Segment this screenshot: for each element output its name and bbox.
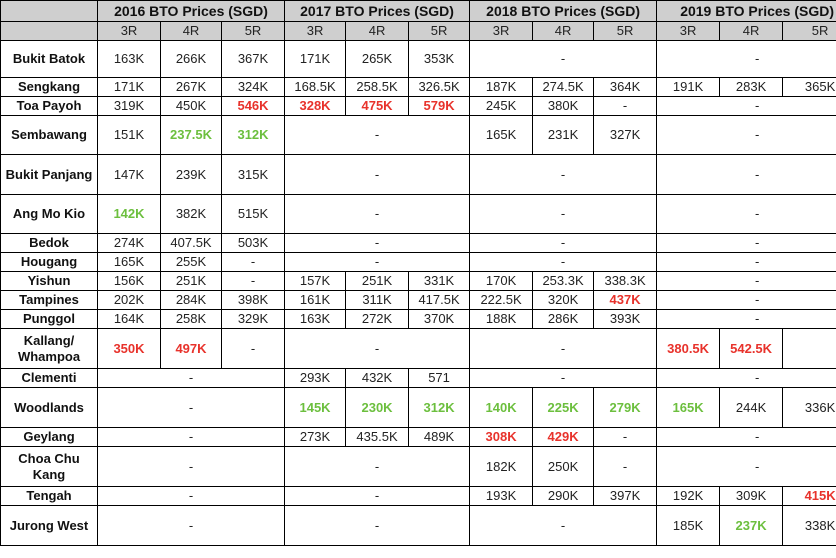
price-cell: 182K [470, 447, 533, 487]
price-cell: 284K [161, 291, 222, 310]
location-cell: Kallang/ Whampoa [1, 329, 98, 369]
price-cell: 312K [409, 388, 470, 428]
no-data-cell: - [285, 506, 470, 546]
price-cell: 188K [470, 310, 533, 329]
price-cell: 163K [98, 41, 161, 78]
price-cell: 475K [346, 97, 409, 116]
flat-type-header: 5R [594, 22, 657, 41]
price-cell: 319K [98, 97, 161, 116]
price-cell: 571 [409, 369, 470, 388]
no-data-cell: - [657, 195, 836, 234]
year-header-2018: 2018 BTO Prices (SGD) [470, 1, 657, 22]
location-cell: Bukit Panjang [1, 155, 98, 195]
price-cell: 142K [98, 195, 161, 234]
no-data-cell: - [285, 329, 470, 369]
price-cell: 185K [657, 506, 720, 546]
no-data-cell: - [657, 447, 836, 487]
price-cell: 489K [409, 428, 470, 447]
price-cell: 293K [285, 369, 346, 388]
price-cell: 315K [222, 155, 285, 195]
no-data-cell: - [98, 388, 285, 428]
no-data-cell: - [470, 41, 657, 78]
price-cell: 370K [409, 310, 470, 329]
flat-type-header: 5R [783, 22, 836, 41]
price-cell: 255K [161, 253, 222, 272]
price-cell: 163K [285, 310, 346, 329]
price-cell: 237.5K [161, 116, 222, 155]
price-cell: 350K [98, 329, 161, 369]
flat-type-header: 4R [533, 22, 594, 41]
price-cell: 145K [285, 388, 346, 428]
no-data-cell: - [657, 291, 836, 310]
price-cell: 274.5K [533, 78, 594, 97]
no-data-cell: - [285, 155, 470, 195]
location-cell: Choa Chu Kang [1, 447, 98, 487]
no-data-cell: - [285, 447, 470, 487]
location-cell: Clementi [1, 369, 98, 388]
price-cell: 579K [409, 97, 470, 116]
no-data-cell: - [470, 506, 657, 546]
table-body [1, 41, 836, 546]
no-data-cell: - [470, 369, 657, 388]
price-cell: 258K [161, 310, 222, 329]
price-cell: 283K [720, 78, 783, 97]
location-cell: Yishun [1, 272, 98, 291]
flat-type-header: 5R [409, 22, 470, 41]
price-cell: 380.5K [657, 329, 720, 369]
no-data-cell: - [470, 155, 657, 195]
price-cell: 397K [594, 487, 657, 506]
price-cell: 244K [720, 388, 783, 428]
price-cell: - [222, 272, 285, 291]
price-cell [783, 329, 836, 369]
price-cell: 503K [222, 234, 285, 253]
no-data-cell: - [470, 329, 657, 369]
table-row [1, 41, 836, 78]
location-cell: Sembawang [1, 116, 98, 155]
price-cell: - [594, 447, 657, 487]
price-cell: 253.3K [533, 272, 594, 291]
table-row [1, 388, 836, 428]
year-header-2019: 2019 BTO Prices (SGD) [657, 1, 836, 22]
price-cell: 331K [409, 272, 470, 291]
flat-type-header: 4R [720, 22, 783, 41]
no-data-cell: - [657, 116, 836, 155]
price-cell: 338K [783, 506, 836, 546]
price-cell: 338.3K [594, 272, 657, 291]
no-data-cell: - [285, 195, 470, 234]
price-cell: 147K [98, 155, 161, 195]
table-row [1, 97, 836, 116]
price-cell: 230K [346, 388, 409, 428]
price-cell: 266K [161, 41, 222, 78]
price-cell: 311K [346, 291, 409, 310]
price-cell: 429K [533, 428, 594, 447]
price-cell: 546K [222, 97, 285, 116]
table-row [1, 116, 836, 155]
price-cell: 327K [594, 116, 657, 155]
price-cell: 382K [161, 195, 222, 234]
price-cell: 165K [98, 253, 161, 272]
price-cell: 274K [98, 234, 161, 253]
price-cell: 286K [533, 310, 594, 329]
price-cell: 329K [222, 310, 285, 329]
price-cell: 170K [470, 272, 533, 291]
location-cell: Woodlands [1, 388, 98, 428]
price-cell: 450K [161, 97, 222, 116]
price-cell: 326.5K [409, 78, 470, 97]
flat-type-header: 4R [346, 22, 409, 41]
location-cell: Tengah [1, 487, 98, 506]
table-row [1, 272, 836, 291]
price-cell: 290K [533, 487, 594, 506]
price-cell: 328K [285, 97, 346, 116]
table-row [1, 234, 836, 253]
flat-type-header: 4R [161, 22, 222, 41]
price-cell: 258.5K [346, 78, 409, 97]
table-row [1, 310, 836, 329]
table-row [1, 253, 836, 272]
price-cell: 435.5K [346, 428, 409, 447]
price-cell: 202K [98, 291, 161, 310]
price-cell: 324K [222, 78, 285, 97]
year-header-2016: 2016 BTO Prices (SGD) [98, 1, 285, 22]
price-cell: 231K [533, 116, 594, 155]
no-data-cell: - [98, 428, 285, 447]
price-cell: 193K [470, 487, 533, 506]
flat-type-header: 3R [98, 22, 161, 41]
price-cell: 308K [470, 428, 533, 447]
price-cell: 393K [594, 310, 657, 329]
no-data-cell: - [285, 234, 470, 253]
flat-type-header-row [1, 22, 836, 41]
price-cell: 245K [470, 97, 533, 116]
price-cell: 165K [470, 116, 533, 155]
price-cell: 165K [657, 388, 720, 428]
price-cell: 171K [98, 78, 161, 97]
price-cell: 250K [533, 447, 594, 487]
no-data-cell: - [657, 155, 836, 195]
table-row [1, 369, 836, 388]
no-data-cell: - [657, 310, 836, 329]
no-data-cell: - [657, 41, 836, 78]
price-cell: 164K [98, 310, 161, 329]
price-cell: 225K [533, 388, 594, 428]
no-data-cell: - [657, 369, 836, 388]
no-data-cell: - [657, 234, 836, 253]
price-cell: 222.5K [470, 291, 533, 310]
price-cell: 417.5K [409, 291, 470, 310]
no-data-cell: - [98, 506, 285, 546]
price-cell: - [594, 97, 657, 116]
price-cell: 415K [783, 487, 836, 506]
location-cell: Bedok [1, 234, 98, 253]
location-cell: Ang Mo Kio [1, 195, 98, 234]
price-cell: 320K [533, 291, 594, 310]
header-corner-sub [1, 22, 98, 41]
table-row [1, 428, 836, 447]
header-corner [1, 1, 98, 22]
no-data-cell: - [657, 272, 836, 291]
table-row [1, 78, 836, 97]
price-cell: 398K [222, 291, 285, 310]
flat-type-header: 3R [285, 22, 346, 41]
flat-type-header: 3R [657, 22, 720, 41]
price-cell: 265K [346, 41, 409, 78]
location-cell: Bukit Batok [1, 41, 98, 78]
location-cell: Sengkang [1, 78, 98, 97]
price-cell: 140K [470, 388, 533, 428]
price-cell: 161K [285, 291, 346, 310]
location-cell: Geylang [1, 428, 98, 447]
price-cell: - [222, 253, 285, 272]
no-data-cell: - [470, 234, 657, 253]
table-row [1, 506, 836, 546]
price-cell: 273K [285, 428, 346, 447]
no-data-cell: - [470, 253, 657, 272]
no-data-cell: - [657, 97, 836, 116]
no-data-cell: - [98, 369, 285, 388]
price-cell: 192K [657, 487, 720, 506]
price-cell: 151K [98, 116, 161, 155]
no-data-cell: - [285, 116, 470, 155]
price-cell: 239K [161, 155, 222, 195]
no-data-cell: - [657, 428, 836, 447]
price-cell: 336K [783, 388, 836, 428]
price-cell: 187K [470, 78, 533, 97]
price-cell: 515K [222, 195, 285, 234]
price-cell: 353K [409, 41, 470, 78]
location-cell: Tampines [1, 291, 98, 310]
price-cell: 272K [346, 310, 409, 329]
no-data-cell: - [285, 253, 470, 272]
price-cell: 312K [222, 116, 285, 155]
no-data-cell: - [285, 487, 470, 506]
flat-type-header: 3R [470, 22, 533, 41]
price-cell: 251K [346, 272, 409, 291]
year-header-row [1, 1, 836, 22]
location-cell: Jurong West [1, 506, 98, 546]
no-data-cell: - [657, 253, 836, 272]
price-cell: 168.5K [285, 78, 346, 97]
price-cell: 365K [783, 78, 836, 97]
price-cell: 432K [346, 369, 409, 388]
price-cell: 497K [161, 329, 222, 369]
flat-type-header: 5R [222, 22, 285, 41]
price-cell: - [222, 329, 285, 369]
price-cell: 309K [720, 487, 783, 506]
price-cell: 542.5K [720, 329, 783, 369]
price-cell: 279K [594, 388, 657, 428]
price-cell: 157K [285, 272, 346, 291]
price-cell: 251K [161, 272, 222, 291]
no-data-cell: - [470, 195, 657, 234]
table-row [1, 195, 836, 234]
table-row [1, 329, 836, 369]
location-cell: Toa Payoh [1, 97, 98, 116]
price-cell: 407.5K [161, 234, 222, 253]
price-cell: 367K [222, 41, 285, 78]
table-row [1, 487, 836, 506]
table-row [1, 155, 836, 195]
no-data-cell: - [98, 447, 285, 487]
price-cell: 437K [594, 291, 657, 310]
price-cell: 267K [161, 78, 222, 97]
year-header-2017: 2017 BTO Prices (SGD) [285, 1, 470, 22]
location-cell: Hougang [1, 253, 98, 272]
price-cell: 364K [594, 78, 657, 97]
table-row [1, 447, 836, 487]
price-cell: 191K [657, 78, 720, 97]
price-cell: 156K [98, 272, 161, 291]
price-cell: 380K [533, 97, 594, 116]
price-cell: - [594, 428, 657, 447]
table-row [1, 291, 836, 310]
price-cell: 237K [720, 506, 783, 546]
no-data-cell: - [98, 487, 285, 506]
location-cell: Punggol [1, 310, 98, 329]
price-cell: 171K [285, 41, 346, 78]
